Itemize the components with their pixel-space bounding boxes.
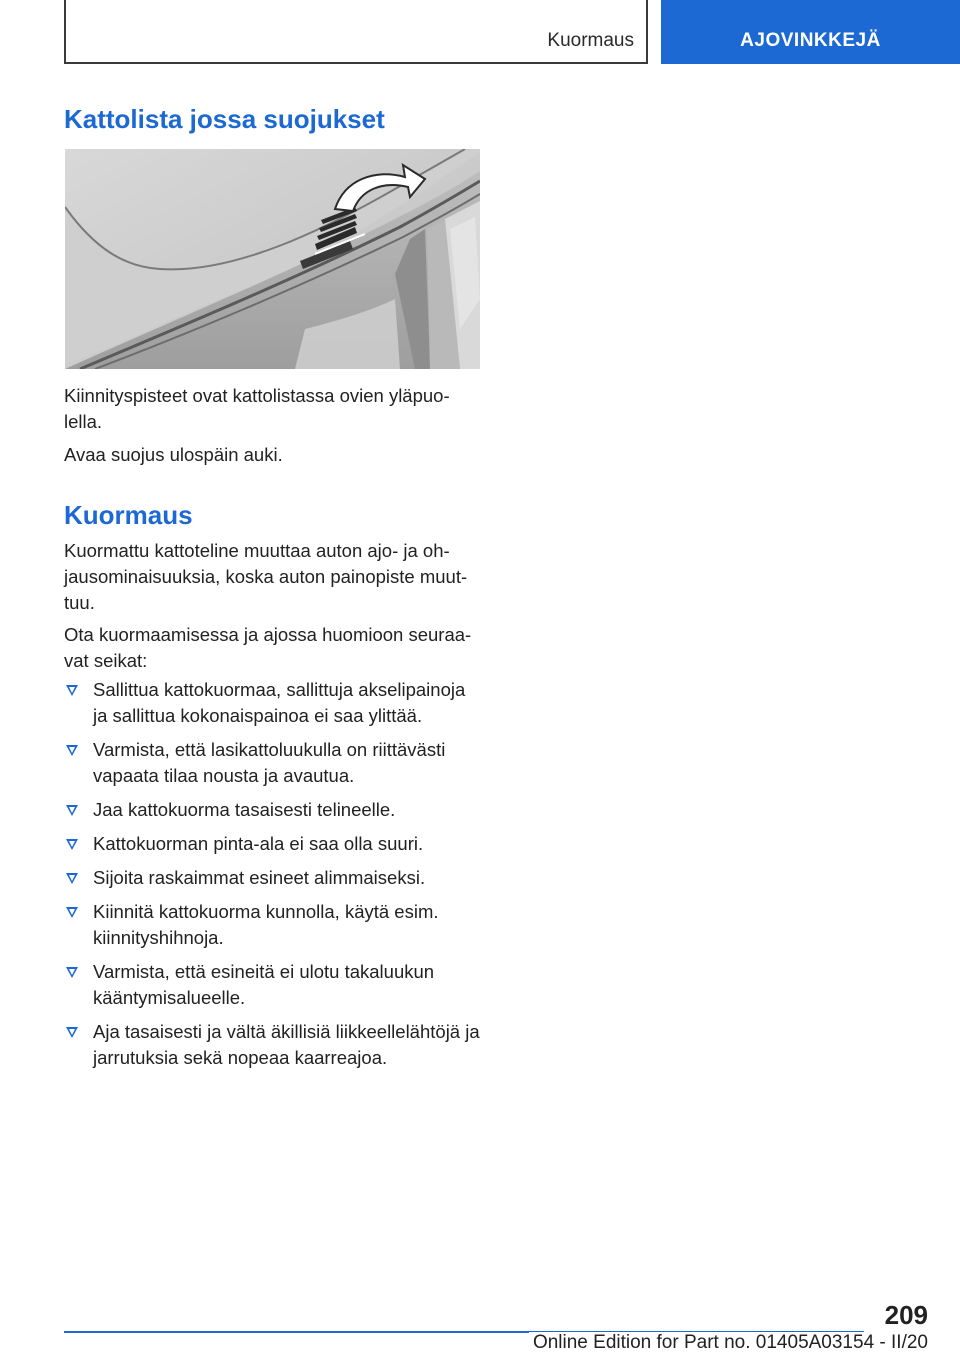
list-item-text: Kattokuorman pinta-ala ei saa olla suuri.	[93, 833, 424, 854]
list-item	[64, 797, 484, 823]
loading-instructions-list	[64, 677, 484, 1079]
list-item-text: Varmista, että lasikattoluukulla on riittävästi vapaata tilaa nousta ja avautua.	[93, 739, 446, 786]
paragraph-consider-following: Ota kuormaamisessa ja ajossa huomioon seuraa-vat seikat:	[64, 624, 472, 671]
list-item-text: Sallittua kattokuormaa, sallittuja akselipainoja ja sallittua kokonaispainoa ei saa ylittää.	[93, 679, 466, 726]
page-number: 209	[884, 1300, 928, 1330]
list-item-text: Aja tasaisesti ja vältä äkillisiä liikkeellelähtöjä ja jarrutuksia sekä nopeaa kaarreajoa.	[93, 1021, 480, 1068]
triangle-bullet-icon	[66, 873, 78, 884]
list-item	[64, 959, 484, 1011]
triangle-bullet-icon	[66, 685, 78, 696]
paragraph-open-cover: Avaa suojus ulospäin auki.	[64, 444, 283, 465]
header-chapter-label: AJOVINKKEJÄ	[740, 30, 881, 51]
list-item	[64, 677, 484, 729]
triangle-bullet-icon	[66, 805, 78, 816]
footer-edition-text: Online Edition for Part no. 01405A03154 - II/20	[529, 1332, 928, 1354]
section-title-roof-rail: Kattolista jossa suojukset	[64, 104, 385, 134]
list-item	[64, 831, 484, 857]
list-item-text: Sijoita raskaimmat esineet alimmaiseksi.	[93, 867, 426, 888]
paragraph-loaded-rack: Kuormattu kattoteline muuttaa auton ajo- ja oh-jausominaisuuksia, koska auton painopiste muut-tuu.	[64, 540, 468, 613]
list-item	[64, 899, 484, 951]
header-chapter-tab[interactable]	[661, 0, 960, 64]
triangle-bullet-icon	[66, 967, 78, 978]
roof-rail-illustration	[65, 149, 480, 369]
triangle-bullet-icon	[66, 1027, 78, 1038]
list-item-text: Kiinnitä kattokuorma kunnolla, käytä esim. kiinnityshihnoja.	[93, 901, 439, 948]
list-item-text: Jaa kattokuorma tasaisesti telineelle.	[93, 799, 396, 820]
list-item-text: Varmista, että esineitä ei ulotu takaluukun kääntymisalueelle.	[93, 961, 435, 1008]
header-box	[64, 0, 648, 64]
section-title-loading: Kuormaus	[64, 500, 193, 530]
paragraph-attachment-points: Kiinnityspisteet ovat kattolistassa ovien yläpuo-lella.	[64, 385, 450, 432]
triangle-bullet-icon	[66, 839, 78, 850]
triangle-bullet-icon	[66, 745, 78, 756]
header-section-title: Kuormaus	[547, 30, 634, 51]
list-item	[64, 1019, 484, 1071]
triangle-bullet-icon	[66, 907, 78, 918]
list-item	[64, 737, 484, 789]
list-item	[64, 865, 484, 891]
